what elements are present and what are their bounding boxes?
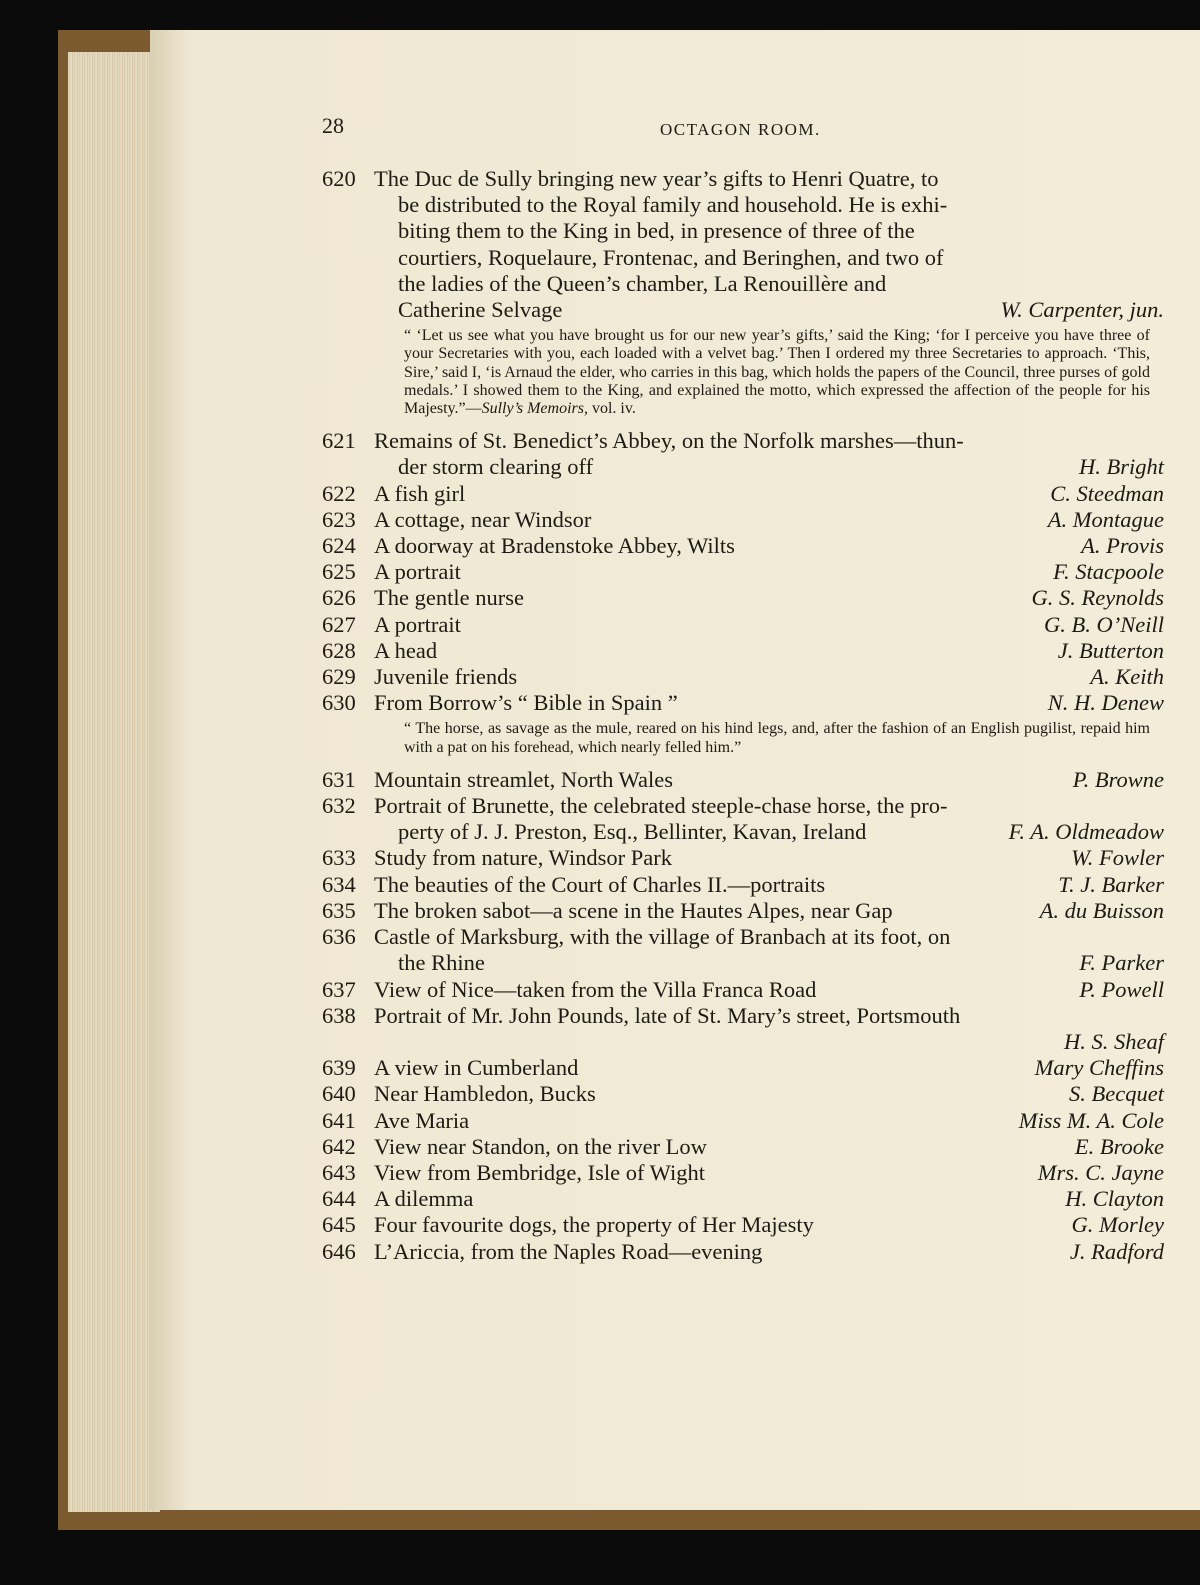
title-artist-row: [374, 767, 1164, 793]
artist-name: W. Fowler: [1071, 845, 1164, 871]
catalogue-entry: [322, 1003, 1164, 1055]
title-line: View of Nice—taken from the Villa Franca Road: [374, 976, 817, 1002]
catalogue-entry: [322, 638, 1164, 664]
entry-title: [374, 767, 1164, 793]
quote-text: “ ‘Let us see what you have brought us for our new year’s gifts,’ said the King; ‘for I perceive you have three of your Secretaries with you, each loaded with a velvet bag.’ Then I ordered my three Secretaries to approach. ‘This, Sire,’ said I, ‘is Arnaud the elder, who carries in this bag, which holds the papers of the Council, three purses of gold medals.’ I showed them to the King, and explained the motto, which expressed the affection of the people for his Majesty.”—: [404, 327, 1150, 418]
catalogue-entry: [322, 481, 1164, 507]
entry-title: [374, 1160, 1164, 1186]
artist-name: C. Steedman: [1050, 480, 1164, 506]
artist-name: T. J. Barker: [1058, 871, 1164, 897]
artist-name: P. Powell: [1079, 976, 1164, 1002]
entry-number: 628: [322, 637, 356, 663]
title-line: Catherine Selvage: [398, 297, 563, 323]
title-line: Castle of Marksburg, with the village of Branbach at its foot, on: [374, 924, 951, 950]
title-artist-row: [374, 1186, 1164, 1212]
artist-row: [374, 1029, 1164, 1055]
artist-name: F. A. Oldmeadow: [1008, 819, 1164, 845]
entry-number: 627: [322, 611, 356, 637]
title-line: A cottage, near Windsor: [374, 506, 592, 532]
title-artist-row: [374, 1081, 1164, 1107]
artist-name: F. Stacpoole: [1053, 559, 1164, 585]
entry-list-a: [322, 166, 1164, 323]
entry-title: [374, 1186, 1164, 1212]
catalogue-entry: [322, 428, 1164, 480]
catalogue-entry: [322, 1055, 1164, 1081]
entry-title: [374, 1212, 1164, 1238]
catalogue-entry: [322, 664, 1164, 690]
entry-number: 640: [322, 1081, 356, 1107]
artist-name: Mary Cheffins: [1034, 1055, 1164, 1081]
title-artist-row: [374, 1108, 1164, 1134]
quote-text: “ The horse, as savage as the mule, reared on his hind legs, and, after the fashion of an English pugilist, repaid him with a pat on his forehead, which nearly felled him.”: [404, 720, 1150, 756]
title-artist-row: [374, 454, 1164, 480]
entry-number: 645: [322, 1212, 356, 1238]
entry-number: 620: [322, 166, 356, 191]
entry-number: 637: [322, 976, 356, 1002]
catalogue-entry: [322, 872, 1164, 898]
catalogue-entry: [322, 1186, 1164, 1212]
entry-title: [374, 924, 1164, 976]
title-line: A dilemma: [374, 1186, 474, 1212]
entry-title: [374, 1081, 1164, 1107]
title-line: Study from nature, Windsor Park: [374, 845, 673, 871]
entry-title: [374, 507, 1164, 533]
catalogue-entry: [322, 977, 1164, 1003]
artist-name: J. Radford: [1069, 1238, 1164, 1264]
entry-title: [374, 1003, 1164, 1055]
title-artist-row: [374, 819, 1164, 845]
catalogue-entry: [322, 1212, 1164, 1238]
title-artist-row: [374, 664, 1164, 690]
entry-number: 632: [322, 793, 356, 819]
title-line: the ladies of the Queen’s chamber, La Renouillère and: [398, 270, 887, 296]
title-line: Ave Maria: [374, 1107, 470, 1133]
artist-name: A. Provis: [1081, 533, 1164, 559]
entry-title: [374, 872, 1164, 898]
title-line: A portrait: [374, 611, 461, 637]
title-line: The Duc de Sully bringing new year’s gifts to Henri Quatre, to: [374, 166, 939, 191]
entry-list-b: [322, 428, 1164, 716]
entry-list-c: [322, 767, 1164, 1265]
artist-name: F. Parker: [1079, 950, 1164, 976]
entry-number: 622: [322, 480, 356, 506]
entry-title: [374, 559, 1164, 585]
entry-title: [374, 1134, 1164, 1160]
title-artist-row: [374, 1239, 1164, 1265]
title-line: der storm clearing off: [398, 454, 594, 480]
title-line: courtiers, Roquelaure, Frontenac, and Beringhen, and two of: [398, 244, 944, 270]
title-line: The beauties of the Court of Charles II.—portraits: [374, 871, 826, 897]
catalogue-content: [322, 166, 1164, 1265]
artist-name: A. du Buisson: [1039, 897, 1164, 923]
title-artist-row: [374, 481, 1164, 507]
entry-number: 636: [322, 924, 356, 950]
entry-number: 621: [322, 428, 356, 454]
page-number: 28: [322, 113, 344, 138]
title-artist-row: [374, 977, 1164, 1003]
title-artist-row: [374, 1055, 1164, 1081]
title-line: View from Bembridge, Isle of Wight: [374, 1159, 706, 1185]
quote-citation-tail: vol. iv.: [587, 400, 636, 418]
title-artist-row: [374, 559, 1164, 585]
title-line: The broken sabot—a scene in the Hautes Alpes, near Gap: [374, 897, 893, 923]
catalogue-entry: [322, 898, 1164, 924]
title-line: The gentle nurse: [374, 585, 524, 611]
artist-name: A. Montague: [1047, 506, 1164, 532]
running-head: OCTAGON ROOM.: [660, 120, 821, 139]
artist-name: E. Brooke: [1074, 1133, 1164, 1159]
title-line: biting them to the King in bed, in presence of three of the: [398, 218, 915, 244]
entry-number: 641: [322, 1107, 356, 1133]
artist-name: P. Browne: [1072, 766, 1164, 792]
artist-name: G. Morley: [1071, 1212, 1164, 1238]
title-line: From Borrow’s “ Bible in Spain ”: [374, 690, 678, 716]
entry-title: [374, 664, 1164, 690]
catalogue-entry: [322, 559, 1164, 585]
entry-title: [374, 1055, 1164, 1081]
catalogue-entry: [322, 924, 1164, 976]
quote-citation: Sully’s Memoirs,: [481, 400, 588, 418]
catalogue-entry: [322, 793, 1164, 845]
title-artist-row: [374, 612, 1164, 638]
title-artist-row: [374, 585, 1164, 611]
entry-title: [374, 793, 1164, 845]
artist-name: H. Clayton: [1065, 1186, 1164, 1212]
entry-title: [374, 977, 1164, 1003]
title-line: A head: [374, 637, 438, 663]
entry-title: [374, 533, 1164, 559]
title-artist-row: [374, 297, 1164, 323]
entry-title: [374, 612, 1164, 638]
catalogue-entry: [322, 1160, 1164, 1186]
title-line: Near Hambledon, Bucks: [374, 1081, 596, 1107]
entry-title: [374, 166, 1164, 323]
entry-title: [374, 845, 1164, 871]
artist-name: Miss M. A. Cole: [1018, 1107, 1164, 1133]
page-edges: [68, 52, 160, 1512]
title-line: Portrait of Mr. John Pounds, late of St. Mary’s street, Portsmouth: [374, 1002, 961, 1028]
quote-620: [404, 327, 1150, 418]
entry-number: 643: [322, 1159, 356, 1185]
title-line: Juvenile friends: [374, 664, 518, 690]
entry-number: 623: [322, 506, 356, 532]
entry-number: 631: [322, 766, 356, 792]
artist-name: A. Keith: [1090, 664, 1164, 690]
artist-name: Mrs. C. Jayne: [1037, 1159, 1164, 1185]
entry-number: 629: [322, 664, 356, 690]
title-artist-row: [374, 1134, 1164, 1160]
entry-number: 624: [322, 533, 356, 559]
title-artist-row: [374, 638, 1164, 664]
entry-number: 644: [322, 1186, 356, 1212]
title-artist-row: [374, 950, 1164, 976]
entry-title: [374, 690, 1164, 716]
title-line: Four favourite dogs, the property of Her Majesty: [374, 1212, 814, 1238]
artist-name: G. B. O’Neill: [1044, 611, 1164, 637]
title-line: perty of J. J. Preston, Esq., Bellinter, Kavan, Ireland: [398, 819, 867, 845]
title-line: A portrait: [374, 559, 461, 585]
catalogue-entry: [322, 1108, 1164, 1134]
title-artist-row: [374, 533, 1164, 559]
title-artist-row: [374, 1212, 1164, 1238]
entry-number: 633: [322, 845, 356, 871]
artist-name: N. H. Denew: [1047, 690, 1164, 716]
title-artist-row: [374, 845, 1164, 871]
entry-title: [374, 585, 1164, 611]
entry-number: 638: [322, 1002, 356, 1028]
title-line: Remains of St. Benedict’s Abbey, on the Norfolk marshes—thun-: [374, 428, 964, 454]
title-line: L’Ariccia, from the Naples Road—evening: [374, 1238, 763, 1264]
catalogue-entry: [322, 1239, 1164, 1265]
title-line: A fish girl: [374, 480, 466, 506]
artist-name: J. Butterton: [1057, 637, 1164, 663]
title-line: View near Standon, on the river Low: [374, 1133, 707, 1159]
artist-name: H. Bright: [1078, 454, 1164, 480]
title-artist-row: [374, 507, 1164, 533]
entry-title: [374, 898, 1164, 924]
entry-title: [374, 481, 1164, 507]
artist-name: H. S. Sheaf: [1064, 1028, 1164, 1054]
catalogue-entry: [322, 585, 1164, 611]
entry-number: 625: [322, 559, 356, 585]
catalogue-entry: [322, 845, 1164, 871]
entry-title: [374, 1239, 1164, 1265]
catalogue-entry: [322, 690, 1164, 716]
catalogue-entry: [322, 1134, 1164, 1160]
title-artist-row: [374, 872, 1164, 898]
artist-name: W. Carpenter, jun.: [1000, 297, 1164, 323]
artist-name: G. S. Reynolds: [1031, 585, 1164, 611]
entry-number: 634: [322, 871, 356, 897]
entry-number: 639: [322, 1055, 356, 1081]
entry-number: 630: [322, 690, 356, 716]
catalogue-entry: [322, 507, 1164, 533]
title-artist-row: [374, 898, 1164, 924]
quote-630: [404, 720, 1150, 756]
entry-number: 646: [322, 1238, 356, 1264]
entry-number: 642: [322, 1133, 356, 1159]
catalogue-entry: [322, 1081, 1164, 1107]
title-artist-row: [374, 1160, 1164, 1186]
title-line: Mountain streamlet, North Wales: [374, 766, 673, 792]
title-artist-row: [374, 690, 1164, 716]
catalogue-entry: [322, 767, 1164, 793]
catalogue-entry: [322, 533, 1164, 559]
entry-title: [374, 1108, 1164, 1134]
title-line: A doorway at Bradenstoke Abbey, Wilts: [374, 533, 735, 559]
title-line: Portrait of Brunette, the celebrated steeple-chase horse, the pro-: [374, 793, 948, 819]
entry-title: [374, 638, 1164, 664]
title-line: be distributed to the Royal family and household. He is exhi-: [398, 192, 948, 218]
entry-number: 635: [322, 897, 356, 923]
title-line: the Rhine: [398, 950, 485, 976]
catalogue-entry: [322, 166, 1164, 323]
catalogue-entry: [322, 612, 1164, 638]
entry-title: [374, 428, 1164, 480]
title-line: A view in Cumberland: [374, 1055, 579, 1081]
entry-number: 626: [322, 585, 356, 611]
artist-name: S. Becquet: [1069, 1081, 1164, 1107]
